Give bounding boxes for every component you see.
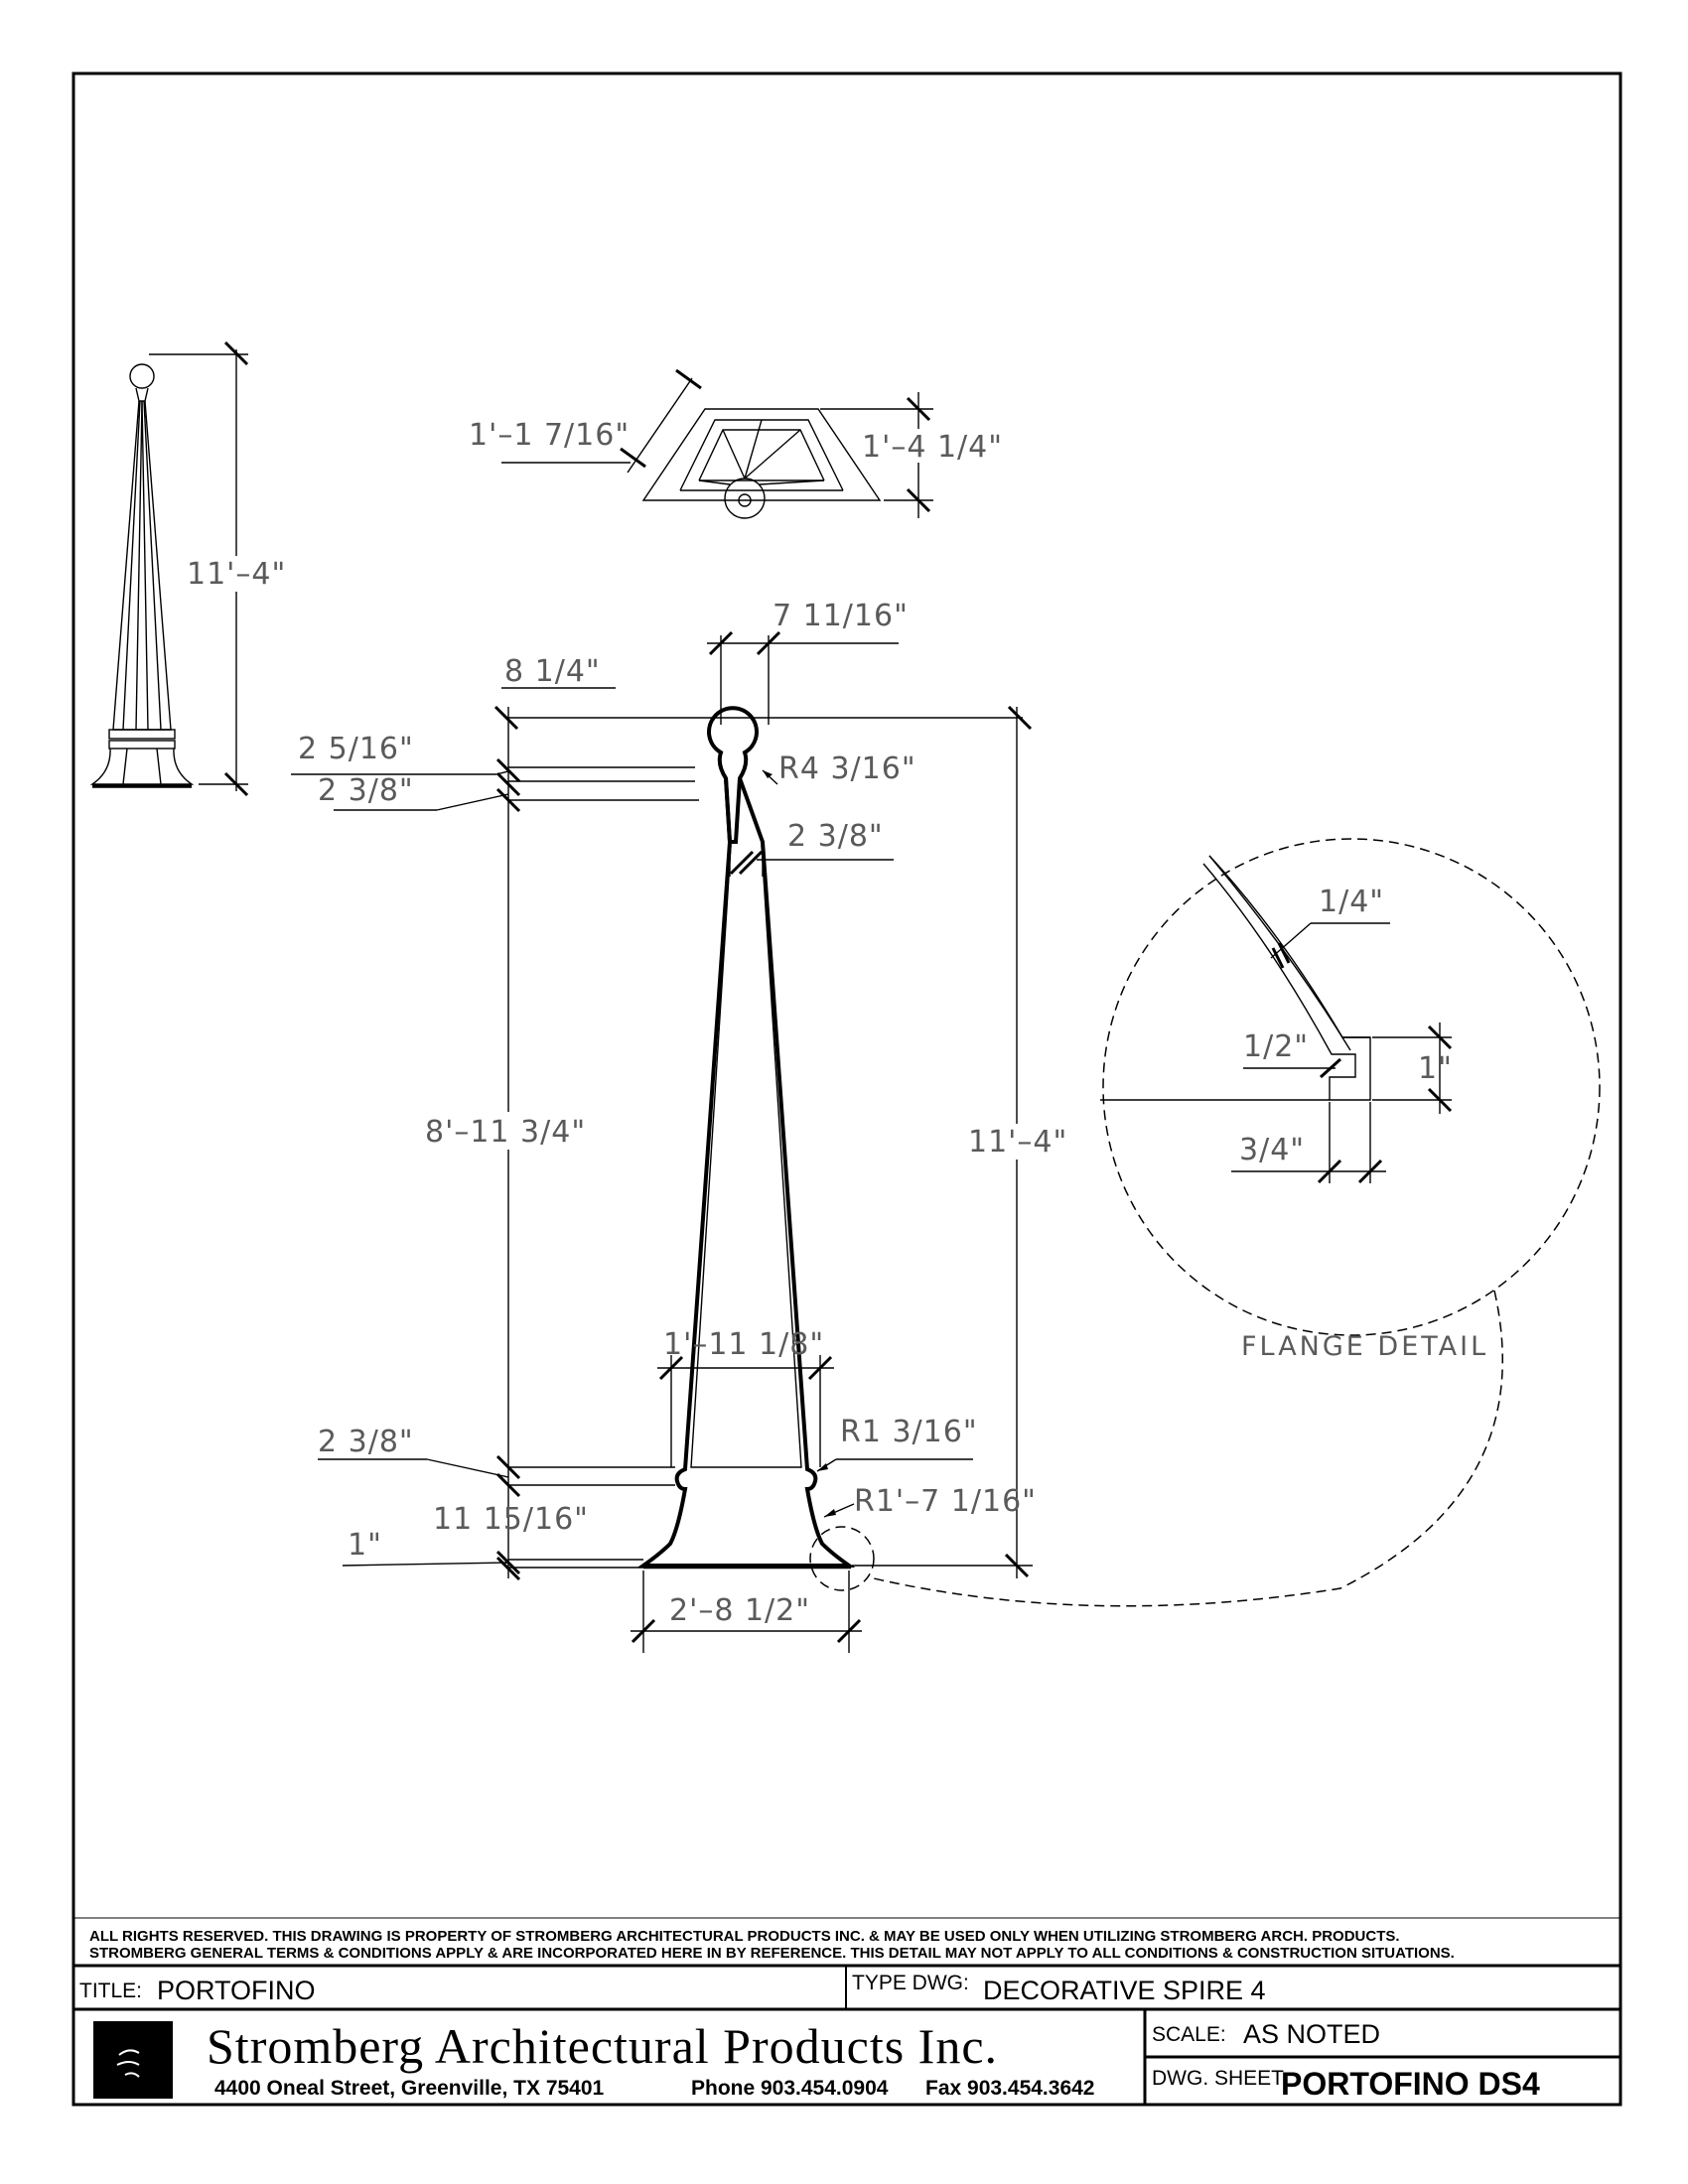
notice-line-1: ALL RIGHTS RESERVED. THIS DRAWING IS PROPERTY OF STROMBERG ARCHITECTURAL PRODUCTS INC. & MAY BE USED ONLY WHEN UTILIZING STROMBERG ARCH. PRODUCTS. xyxy=(89,1928,1400,1945)
sheet-value: PORTOFINO DS4 xyxy=(1281,2066,1540,2102)
small-elevation xyxy=(92,342,292,795)
plan-view xyxy=(469,370,1003,518)
overall-height-label: 11'–4" xyxy=(968,1125,1068,1160)
ball-radius-label: R4 3/16" xyxy=(778,751,916,786)
ball-width-label: 7 11/16" xyxy=(773,599,909,633)
company-fax: Fax 903.454.3642 xyxy=(925,2077,1095,2100)
company-address: 4400 Oneal Street, Greenville, TX 75401 xyxy=(214,2077,605,2100)
neck-upper-label: 2 5/16" xyxy=(298,732,414,766)
type-label: TYPE DWG: xyxy=(852,1972,969,1994)
small-elevation-height-label: 11'–4" xyxy=(187,557,287,592)
title-value: PORTOFINO xyxy=(157,1976,316,2005)
bead-height-label: 2 3/8" xyxy=(318,1425,414,1459)
notice-line-2: STROMBERG GENERAL TERMS & CONDITIONS APPLY & ARE INCORPORATED HERE IN BY REFERENCE. THIS DETAIL MAY NOT APPLY TO ALL CONDITIONS & CONSTRUCTION SITUATIONS. xyxy=(89,1945,1455,1962)
neck-lower-label: 2 3/8" xyxy=(318,773,414,808)
title-block xyxy=(73,1966,1620,2105)
title-label: TITLE: xyxy=(79,1979,143,2002)
shaft-height-label: 8'–11 3/4" xyxy=(425,1115,587,1150)
flange-detail-title: FLANGE DETAIL xyxy=(1241,1331,1489,1362)
plan-width-label: 1'–1 7/16" xyxy=(469,418,631,453)
company-logo xyxy=(93,2021,173,2099)
flare-height-label: 11 15/16" xyxy=(433,1502,589,1537)
bead-radius-label: R1 3/16" xyxy=(840,1415,978,1449)
shaft-top-label: 2 3/8" xyxy=(787,819,884,854)
notice-block xyxy=(73,1918,1620,1962)
shaft-base-width-label: 1'–11 1/8" xyxy=(663,1327,825,1362)
type-value: DECORATIVE SPIRE 4 xyxy=(983,1976,1266,2005)
company-name: Stromberg Architectural Products Inc. xyxy=(207,2018,999,2074)
flange-width-label: 3/4" xyxy=(1239,1133,1306,1167)
flange-wall-label: 1/4" xyxy=(1319,885,1385,919)
scale-label: SCALE: xyxy=(1152,2023,1226,2046)
base-thickness-label: 1" xyxy=(348,1528,382,1563)
sheet-label: DWG. SHEET xyxy=(1152,2067,1285,2090)
main-elevation xyxy=(291,599,1072,1653)
top-offset-label: 8 1/4" xyxy=(504,654,601,689)
plan-depth-label: 1'–4 1/4" xyxy=(862,430,1004,465)
company-phone: Phone 903.454.0904 xyxy=(691,2077,889,2100)
base-width-label: 2'–8 1/2" xyxy=(669,1593,811,1628)
sheet-border xyxy=(73,73,1620,2105)
flare-radius-label: R1'–7 1/16" xyxy=(854,1484,1037,1519)
scale-value: AS NOTED xyxy=(1243,2019,1381,2049)
flange-lip-label: 1/2" xyxy=(1243,1029,1310,1064)
flange-height-label: 1" xyxy=(1418,1051,1453,1086)
